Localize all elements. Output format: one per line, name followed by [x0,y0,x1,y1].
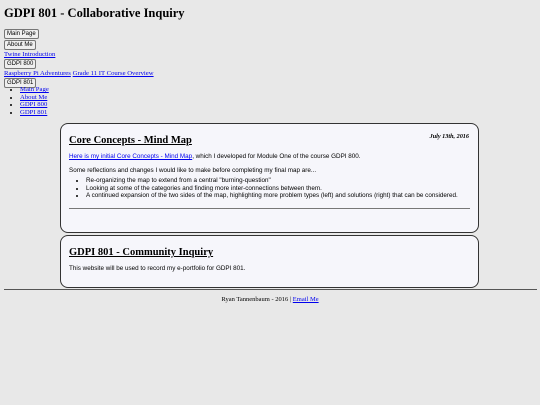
twine-introduction-link[interactable]: Twine Introduction [4,51,56,58]
post-title: Core Concepts - Mind Map [69,135,192,146]
list-item: • Looking at some of the categories and finding more inter-connections between them. [86,185,470,193]
post-date: July 13th, 2016 [429,133,469,140]
reflection-list [69,177,470,200]
footer [0,296,540,303]
main-page-button[interactable]: Main Page [4,29,39,39]
site-title: GDPI 801 - Collaborative Inquiry [4,6,185,20]
raspberry-pi-link[interactable]: Raspberry Pi Adventures [4,70,71,77]
post-title: GDPI 801 - Community Inquiry [69,247,214,258]
footer-divider [4,289,537,290]
list-item [20,94,49,102]
menu-link-about-me[interactable]: About Me [20,93,48,101]
menu-list [12,86,49,116]
list-item [20,101,49,109]
about-me-button[interactable]: About Me [4,40,36,50]
list-item: • A continued expansion of the two sides of the map, highlighting more problem types (left) and solutions (right) that can be considered. [86,192,470,200]
post-intro-text: , which I developed for Module One of the course GDPI 800. [192,153,361,160]
grade-11-course-link[interactable]: Grade 11 IT Course Overview [72,70,154,77]
reflection-intro: Some reflections and changes I would like to make before completing my final map are... [69,166,317,174]
post-divider [69,208,470,209]
list-item [20,109,49,117]
post-intro [69,153,470,161]
mind-map-link[interactable]: Here is my initial Core Concepts - Mind Map [69,153,193,160]
gdpi-800-button[interactable]: GDPI 800 [4,59,36,69]
list-item [20,86,49,94]
post-body: This website will be used to record my e-portfolio for GDPI 801. [69,265,246,272]
gdpi-801-button[interactable]: GDPI 801 [4,78,36,88]
menu-link-gdpi-801[interactable]: GDPI 801 [20,108,48,116]
post-card-mind-map [60,123,479,233]
menu-link-main-page[interactable]: Main Page [20,86,49,93]
footer-text: Ryan Tannenbaum - 2016 | [221,296,293,303]
post-card-community-inquiry [60,235,479,288]
top-navigation [4,29,154,88]
email-me-link[interactable]: Email Me [292,296,319,303]
menu-link-gdpi-800[interactable]: GDPI 800 [20,101,48,109]
list-item: • Re-organizing the map to extend from a central "burning-question" [86,177,470,185]
